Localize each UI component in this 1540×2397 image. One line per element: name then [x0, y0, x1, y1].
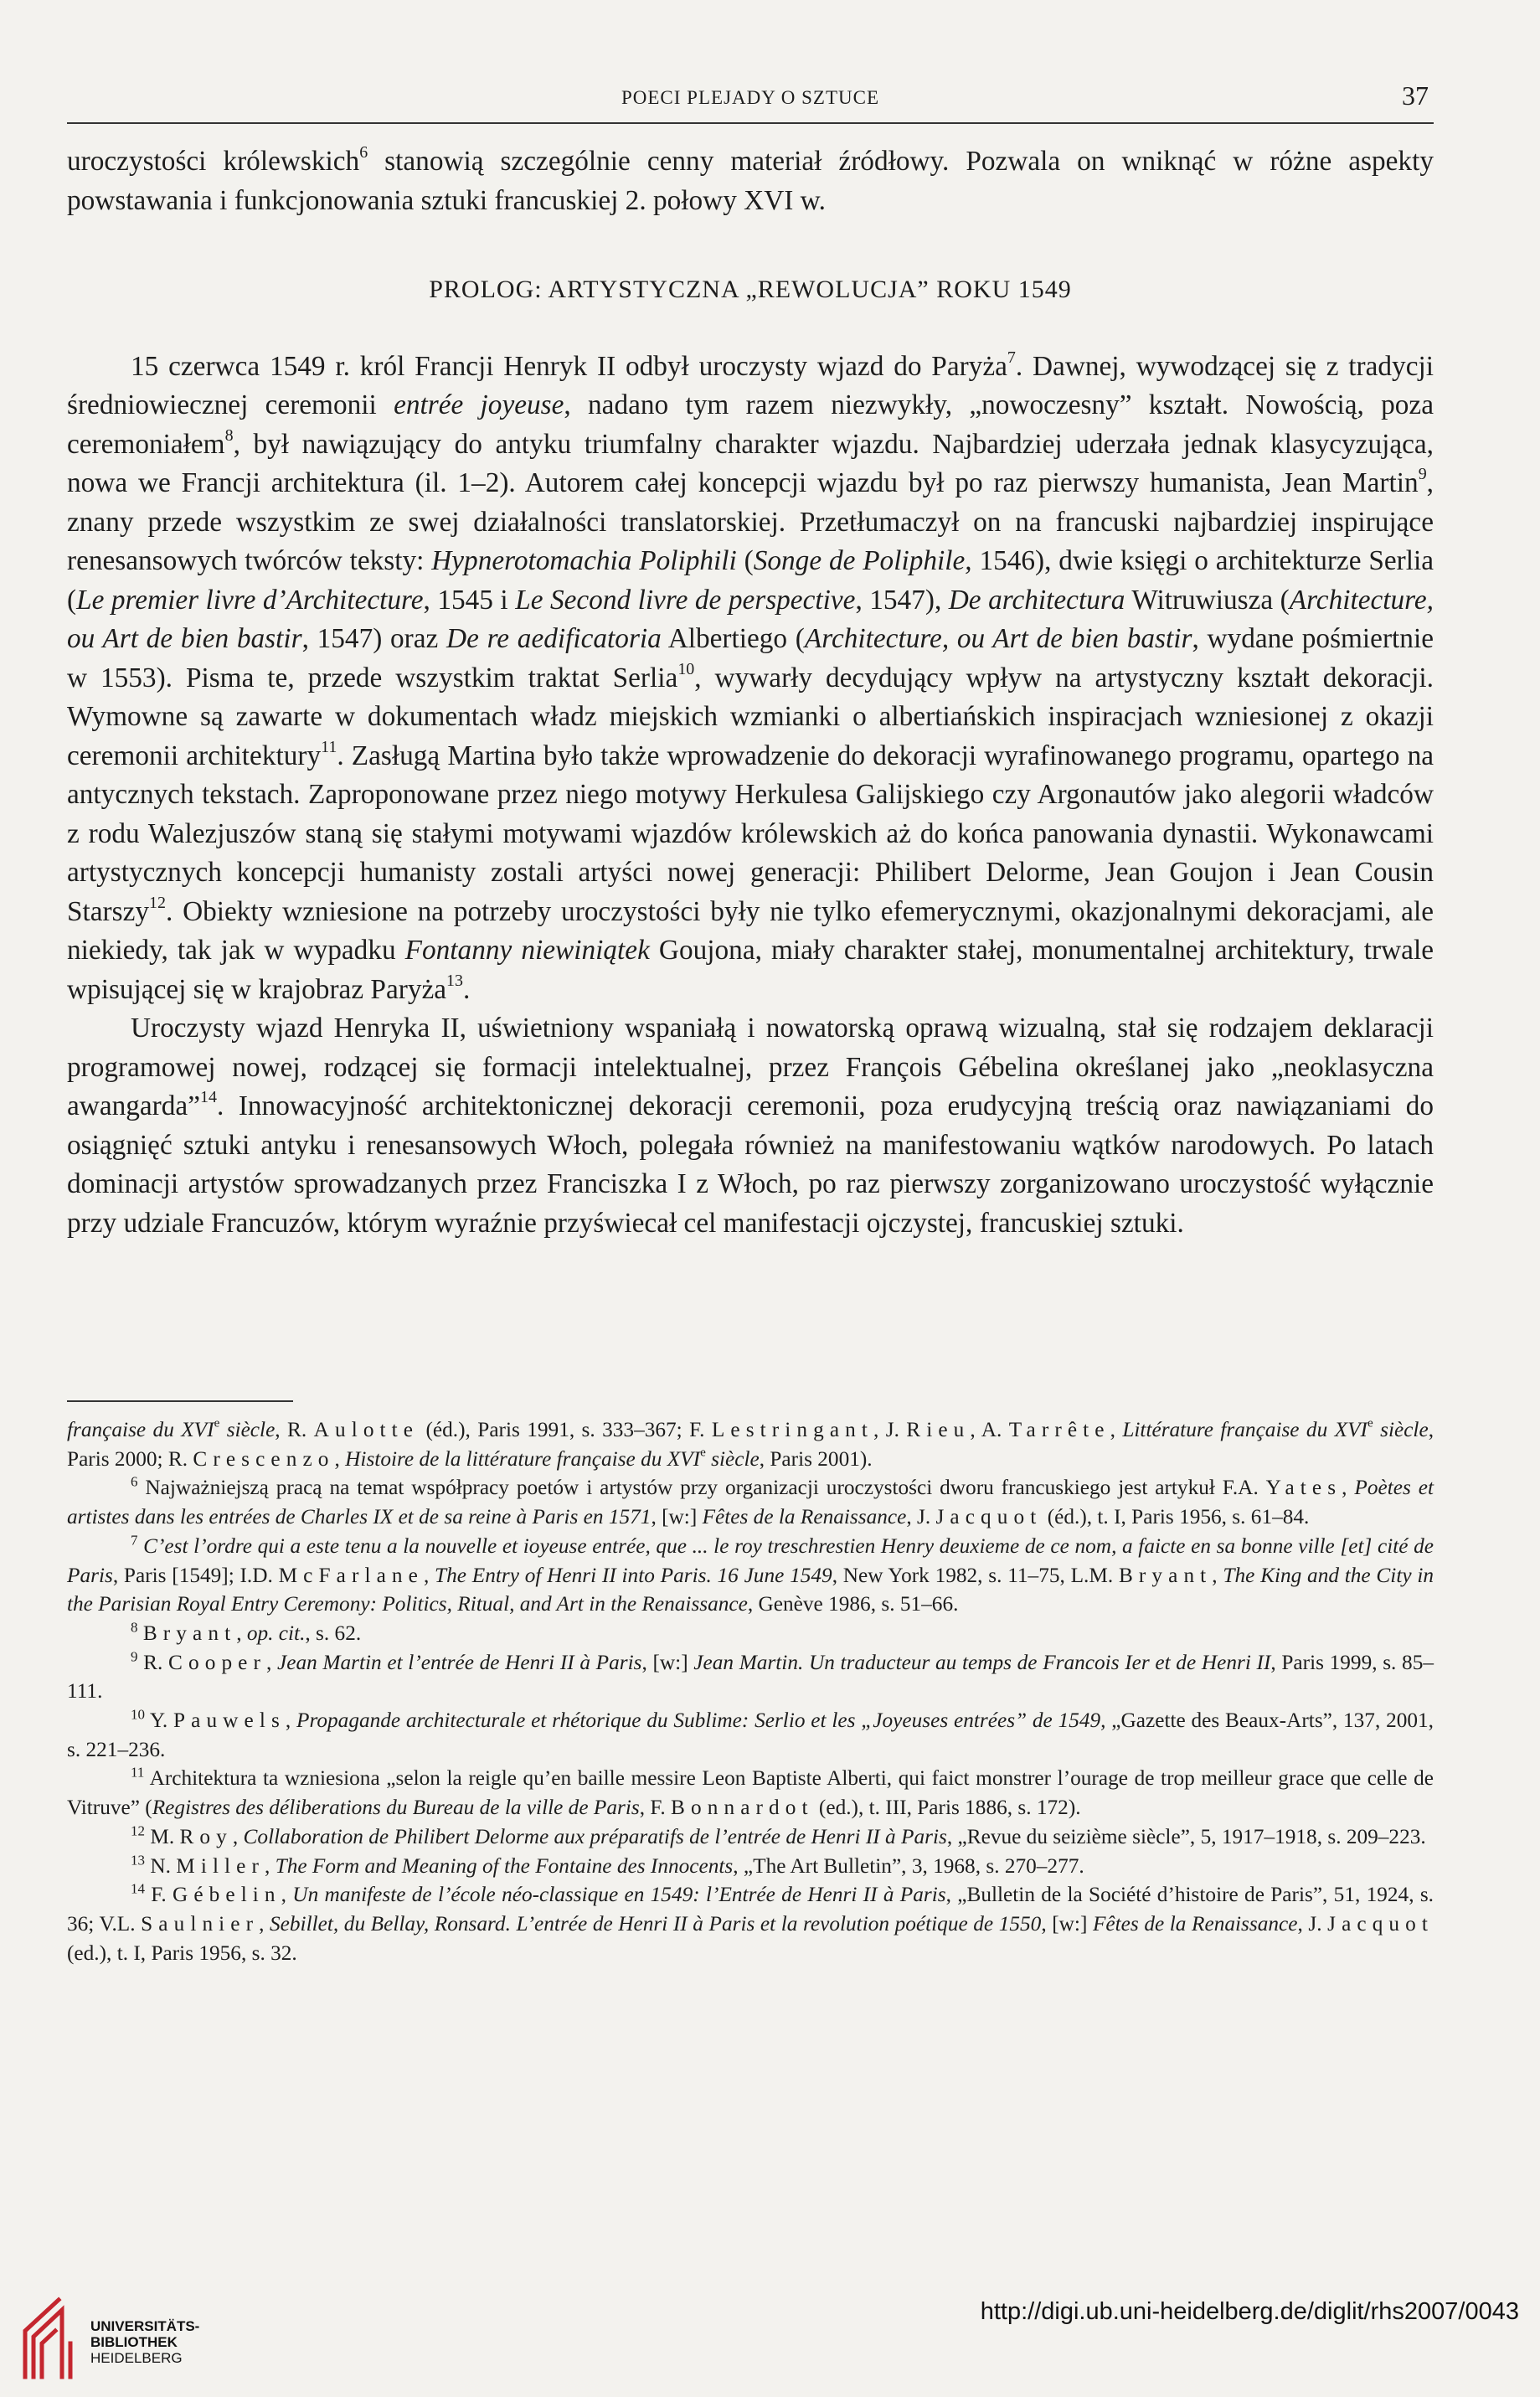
footnote-10 [67, 1706, 1434, 1764]
text-span: 15 czerwca 1549 r. król Francji Henryk II odbył uroczysty wjazd do Paryża [131, 350, 1007, 382]
footnote-number: 9 [131, 1648, 138, 1665]
text-span: , F. [639, 1796, 672, 1820]
text-span: , wywarły decydujący wpływ na artystyczny kształt dekoracji. Wymowne są zawarte w dokumentach władz miejskich wzmianki o albertiańskich inspiracjach wzniesionej z okazji ceremonii architektury [67, 662, 1434, 771]
author-name: Cooper [168, 1650, 267, 1674]
footnotes [67, 1415, 1434, 1967]
italic-title: Hypnerotomachia Poliphili [431, 545, 737, 576]
text-span: , New York 1982, s. 11–75, L.M. [832, 1563, 1119, 1587]
italic-title: Architecture, ou Art de bien bastir [804, 623, 1192, 654]
author-name: Jacquot [935, 1505, 1043, 1529]
text-span: , [1110, 1418, 1123, 1441]
footnote-12 [67, 1822, 1434, 1852]
text-span: , „Revue du seizième siècle”, 5, 1917–1918, s. 209–223. [946, 1824, 1426, 1848]
italic-title: De architectura [948, 584, 1125, 616]
text-span: , [285, 1709, 297, 1733]
author-name: McFarlane [278, 1563, 424, 1587]
italic-title: française du XVI [67, 1418, 214, 1441]
text-span: (ed.), t. III, Paris 1886, s. 172). [813, 1796, 1081, 1820]
text-span: , [w:] [1041, 1911, 1093, 1936]
text-span: . [463, 973, 471, 1005]
italic-title: Fêtes de la Renaissance [1092, 1911, 1298, 1936]
author-name: Miller [176, 1853, 265, 1878]
text-span: , 1547) oraz [301, 623, 447, 654]
footnote-ref-10: 10 [677, 659, 695, 678]
text-span: Albertiego ( [661, 623, 805, 654]
text-span: , Paris 2000; R. [67, 1418, 1434, 1471]
text-span: , [w:] [641, 1650, 694, 1674]
text-span: , [281, 1883, 293, 1907]
italic-title: siècle [705, 1446, 760, 1471]
text-span: , [334, 1446, 346, 1471]
footnote-number: 6 [131, 1474, 138, 1491]
text-span: , R. [275, 1418, 314, 1441]
paragraph-continued [67, 142, 1434, 220]
text-span: , J. [1297, 1911, 1328, 1936]
italic-title: op. cit. [246, 1621, 306, 1645]
italic-title: Un manifeste de l’école néo-classique en 1549: l’Entrée de Henri II à Paris [292, 1883, 946, 1907]
text-span: 1546), dwie księgi o architekturze Serlia ( [67, 545, 1434, 616]
italic-title: Architecture, ou Art de bien bastir [67, 584, 1434, 654]
text-span: „Gazette des Beaux-Arts”, 137, 2001, s. 221–236. [67, 1709, 1434, 1761]
text-span: F. [145, 1883, 173, 1907]
text-span: (éd.), Paris 1991, s. 333–367; F. [419, 1418, 712, 1441]
footnote-separator [67, 1400, 293, 1402]
italic-title: The Form and Meaning of the Fontaine des Innocents [275, 1853, 734, 1878]
text-span: . Obiekty wzniesione na potrzeby uroczystości były nie tylko efemerycznymi, okazjonalnymi dekoracjami, ale niekiedy, tak jak w wypadku [67, 895, 1434, 966]
page-number: 37 [1402, 80, 1429, 111]
text-span: , [259, 1911, 270, 1936]
footnote-ref-11: 11 [321, 737, 337, 756]
text-span: , [266, 1650, 278, 1674]
footnote-7 [67, 1532, 1434, 1619]
author-name: Tarrête [1008, 1418, 1110, 1441]
italic-title: Le Second livre de perspective [515, 584, 856, 616]
superscript: e [1367, 1415, 1373, 1430]
text-span: , [1212, 1563, 1223, 1587]
author-name: Yates [1265, 1476, 1342, 1500]
library-name-line: UNIVERSITÄTS- [90, 2318, 200, 2334]
footnote-ref-6: 6 [359, 143, 368, 162]
italic-title: Collaboration de Philibert Delorme aux préparatifs de l’entrée de Henri II à Paris [243, 1824, 947, 1848]
text-span: , s. 62. [305, 1621, 362, 1645]
text-span: , Paris 2001). [759, 1446, 873, 1471]
text-span: , wydane pośmiertnie w 1553). Pisma te, przede wszystkim traktat Serlia [67, 623, 1434, 693]
library-name [90, 2318, 199, 2366]
text-span: , [236, 1621, 247, 1645]
text-span: , Paris 1999, s. 85–111. [67, 1650, 1434, 1704]
footnote-number: 7 [131, 1532, 138, 1549]
italic-term: entrée joyeuse [394, 389, 564, 420]
author-name: Pauwels [173, 1709, 286, 1733]
superscript: e [214, 1415, 220, 1430]
text-span: Najważniejszą pracą na temat współpracy poetów i artystów przy organizacji uroczystości dworu francuskiego jest artykuł F.A. [137, 1476, 1266, 1500]
footnote-number: 10 [131, 1706, 145, 1723]
text-span: uroczystości królewskich [67, 146, 360, 177]
running-title: POECI PLEJADY O SZTUCE [621, 87, 880, 108]
text-span: , [264, 1853, 276, 1878]
text-span: , Genève 1986, s. 51–66. [747, 1592, 959, 1616]
library-city: HEIDELBERG [90, 2350, 183, 2366]
author-name: Lestringant [711, 1418, 873, 1441]
italic-title: Fontanny niewiniątek [404, 935, 650, 966]
author-name: Jacquot [1327, 1911, 1434, 1936]
footnote-number: 13 [131, 1852, 145, 1869]
footnote-ref-8: 8 [224, 425, 234, 445]
italic-title: Sebillet, du Bellay, Ronsard. L’entrée de Henri II à Paris et la revolution poétique de 1550 [270, 1911, 1042, 1936]
text-span: Y. [145, 1709, 173, 1733]
author-name: Gébelin [172, 1883, 281, 1907]
source-url-link[interactable]: http://digi.ub.uni-heidelberg.de/diglit/rhs2007/0043 [980, 2298, 1519, 2325]
text-span: , „The Art Bulletin”, 3, 1968, s. 270–277. [733, 1853, 1084, 1878]
italic-title: Registres des déliberations du Bureau de la ville de Paris [152, 1796, 640, 1820]
digitization-footer [0, 2276, 1540, 2397]
author-name: Bonnardot [671, 1796, 814, 1820]
text-span: , J. [873, 1418, 907, 1441]
italic-title: Songe de Poliphile, [753, 545, 972, 576]
footnote-number: 8 [131, 1619, 138, 1636]
footnote-continued [67, 1415, 1434, 1473]
text-span: , Paris [1549]; I.D. [112, 1563, 279, 1587]
text-span: N. [145, 1853, 177, 1878]
footnote-9 [67, 1648, 1434, 1706]
footnote-ref-7: 7 [1007, 348, 1016, 367]
text-span: , „Bulletin de la Société d’histoire de Paris”, 51, 1924, s. 36; V.L. [67, 1883, 1434, 1936]
footnote-6 [67, 1473, 1434, 1531]
text-span: , [w:] [651, 1505, 703, 1529]
author-name: Roy [179, 1824, 233, 1848]
superscript: e [700, 1445, 706, 1460]
text-span: . Innowacyjność architektonicznej dekoracji ceremonii, poza erudycyjną treścią oraz nawiązaniami do osiągnięć sztuki antyku i renesansowych Włoch, polegała również na manifestowaniu wątków narodowych. Po latach dominacji artystów sprowadzanych przez Franciszka I z Włoch, po raz pierwszy zorganizowano uroczystość wyłącznie przy udziale Francuzów, którym wyraźnie przyświecał cel manifestacji ojczystej, francuskiej sztuki. [67, 1090, 1434, 1239]
paragraph-2 [67, 1009, 1434, 1243]
text-span: , znany przede wszystkim ze swej działalności translatorskiej. Przetłumaczył on na francuski najbardziej inspirujące renesansowych twórców teksty: [67, 467, 1434, 576]
text-span: , był nawiązujący do antyku triumfalny charakter wjazdu. Najbardziej uderzała jednak klasycyzująca, nowa we Francji architektura (il. 1–2). Autorem całej koncepcji wjazdu był po raz pierwszy humanista, Jean Martin [67, 428, 1434, 498]
italic-title: Le premier livre d’Architecture [76, 584, 424, 616]
text-span: , 1545 i [423, 584, 516, 616]
paragraph-1 [67, 348, 1434, 1010]
italic-title: The King and the City in the Parisian Royal Entry Ceremony: Politics, Ritual, and Art in the Renaissance [67, 1563, 1434, 1616]
text-span: R. [137, 1650, 169, 1674]
author-name: Aulotte [313, 1418, 420, 1441]
text-span: ( [736, 545, 754, 576]
footnote-13 [67, 1852, 1434, 1881]
author-name: Saulnier [141, 1911, 260, 1936]
library-name-line: BIBLIOTHEK [90, 2334, 178, 2350]
text-span: . Dawnej, wywodzącej się z tradycji średniowiecznej ceremonii [67, 350, 1434, 420]
italic-title: Littérature française du XVI [1122, 1418, 1367, 1441]
footnote-14 [67, 1880, 1434, 1967]
footnote-ref-12: 12 [149, 893, 166, 912]
text-span: , [423, 1563, 435, 1587]
italic-title: Fêtes de la Renaissance [702, 1505, 907, 1529]
author-name: Crescenzo [193, 1446, 335, 1471]
author-name: Rieu [906, 1418, 971, 1441]
text-span: , J. [906, 1505, 936, 1529]
italic-title: Propagande architecturale et rhétorique du Sublime: Serlio et les „Joyeuses entrées” de 1549, [296, 1709, 1106, 1733]
author-name: Bryant [1118, 1563, 1213, 1587]
text-span: , 1547), [855, 584, 949, 616]
text-span: M. [145, 1824, 180, 1848]
footnote-8 [67, 1619, 1434, 1648]
text-span: Goujona, miały charakter stałej, monumentalnej architektury, trwale wpisującej się w krajobraz Paryża [67, 935, 1434, 1005]
footnote-number: 12 [131, 1822, 145, 1839]
footnote-ref-13: 13 [446, 971, 463, 990]
text-span: , nadano tym razem niezwykły, „nowoczesny” kształt. Nowością, poza ceremoniałem [67, 389, 1434, 460]
text-span: , [1342, 1476, 1355, 1500]
section-heading: PROLOG: ARTYSTYCZNA „REWOLUCJA” ROKU 1549 [429, 276, 1072, 303]
text-span: stanowią szczególnie cenny materiał źródłowy. Pozwala on wniknąć w różne aspekty powstawania i funkcjonowania sztuki francuskiej 2. połowy XVI w. [67, 146, 1434, 216]
footnote-number: 14 [131, 1880, 145, 1897]
footnote-ref-14: 14 [199, 1088, 217, 1107]
text-span: , [232, 1824, 244, 1848]
italic-title: siècle [219, 1418, 276, 1441]
text-span: (ed.), t. I, Paris 1956, s. 32. [67, 1941, 297, 1965]
text-span: , A. [970, 1418, 1009, 1441]
main-text [67, 142, 1434, 1243]
italic-title: Poètes et artistes dans les entrées de Charles IX et de sa reine à Paris en 1571 [67, 1476, 1434, 1529]
italic-title: C’est l’ordre qui a este tenu a la nouvelle et ioyeuse entrée, que ... le roy treschrestien Henry deuxieme de ce nom, a faicte en sa bonne ville [et] cité de Paris [67, 1534, 1434, 1587]
text-span: (éd.), t. I, Paris 1956, s. 61–84. [1042, 1505, 1310, 1529]
italic-title: De re aedificatoria [446, 623, 662, 654]
author-name: Bryant [142, 1621, 237, 1645]
footnote-11 [67, 1764, 1434, 1822]
italic-title: Jean Martin. Un traducteur au temps de Francois Ier et de Henri II [693, 1650, 1271, 1674]
italic-title: Histoire de la littérature française du XVI [345, 1446, 701, 1471]
footnote-ref-9: 9 [1418, 465, 1427, 484]
italic-title: Jean Martin et l’entrée de Henri II à Paris [277, 1650, 642, 1674]
footnote-number: 11 [131, 1765, 145, 1781]
text-span: . Zasługą Martina było także wprowadzenie do dekoracji wyrafinowanego programu, opartego na antycznych tekstach. Zaproponowane przez niego motywy Herkulesa Galijskiego czy Argonautów jako alegorii władców z rodu Walezjuszów staną się stałymi motywami wjazdów królewskich aż do końca panowania dynastii. Wykonawcami artystycznych koncepcji humanisty zostali artyści nowej generacji: Philibert Delorme, Jean Goujon i Jean Cousin Starszy [67, 740, 1434, 927]
italic-title: siècle [1373, 1418, 1429, 1441]
page-header [67, 80, 1434, 124]
italic-title: The Entry of Henri II into Paris. 16 June 1549 [435, 1563, 832, 1587]
text-span: Witruwiusza ( [1125, 584, 1290, 616]
text-span: Architektura ta wzniesiona „selon la reigle qu’en baille messire Leon Baptiste Alberti, qui faict monstrer l’ourage de trop meilleur grace que celle de Vitruve” ( [67, 1766, 1434, 1820]
text-span: Uroczysty wjazd Henryka II, uświetniony wspaniałą i nowatorską oprawą wizualną, stał się rodzajem deklaracji programowej nowej, rodzącej się formacji intelektualnej, przez François Gébelina określanej jako „neoklasyczna awangarda” [67, 1013, 1434, 1121]
